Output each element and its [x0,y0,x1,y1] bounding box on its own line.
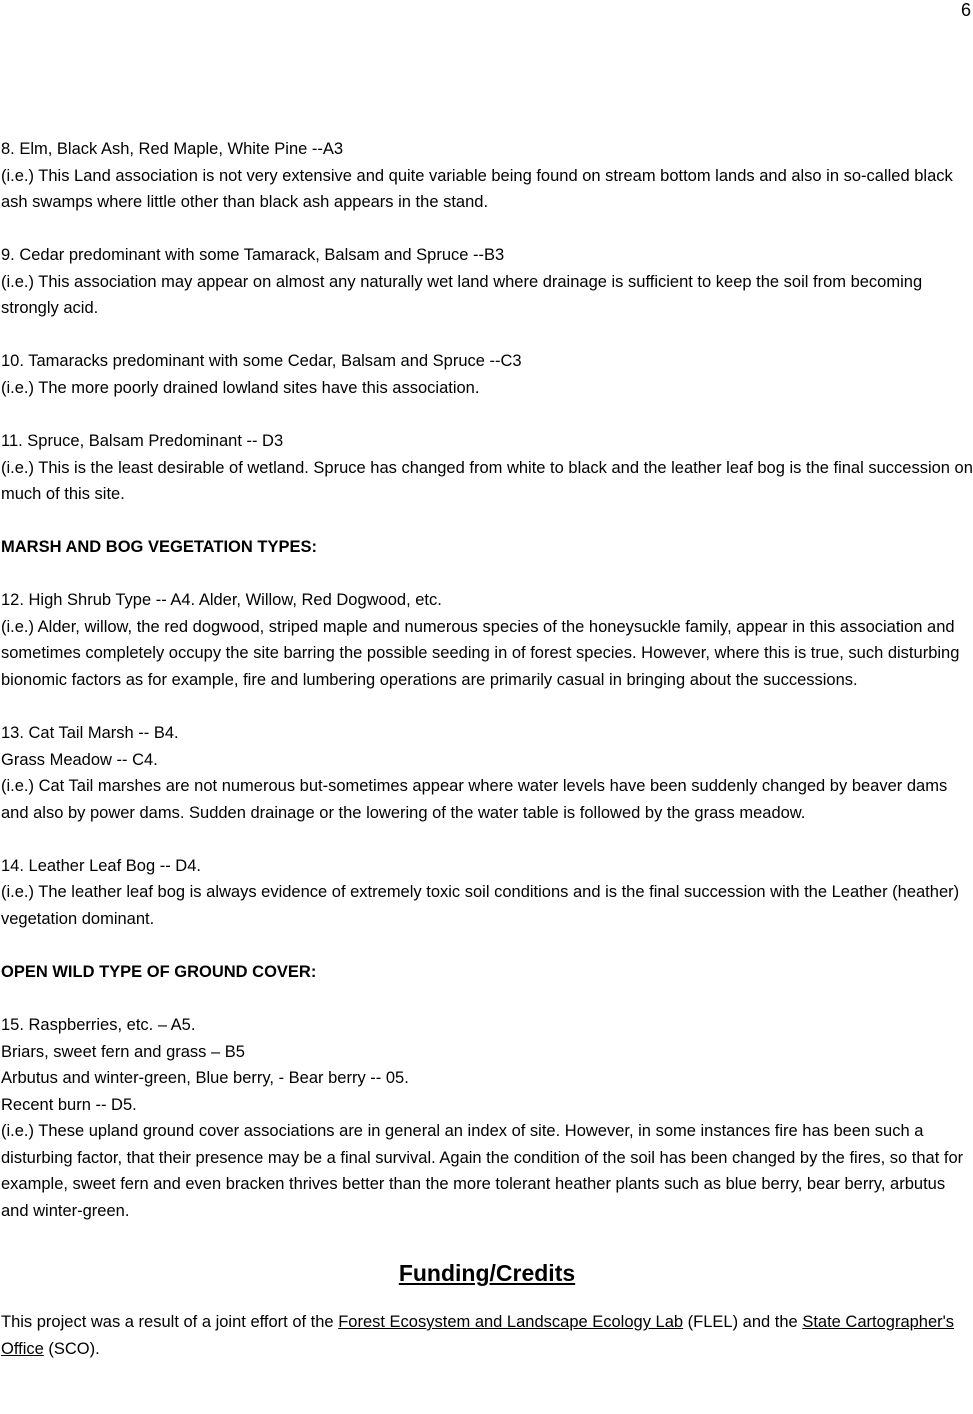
text-line: 9. Cedar predominant with some Tamarack, Balsam and Spruce --B3 [1,246,505,265]
blank-line [1,561,973,588]
text-line: 8. Elm, Black Ash, Red Maple, White Pine --A3 [1,140,344,158]
page-number: 6 [960,0,971,20]
text-line: Recent burn -- D5. [1,1095,137,1114]
text-line: Arbutus and winter-green, Blue berry, - Bear berry -- 05. [1,1069,409,1088]
blank-line [1,322,973,349]
text-line: 12. High Shrub Type -- A4. Alder, Willow, Red Dogwood, etc. [1,591,442,610]
section-heading: OPEN WILD TYPE OF GROUND COVER: [1,962,317,981]
blank-line [1,1224,973,1251]
blank-line [1,826,973,853]
text-line: (i.e.) This association may appear on almost any naturally wet land where drainage is sufficient to keep the soil from becoming strongly acid. [1,272,923,318]
funding-text-after: (SCO). [43,1339,100,1358]
text-line: (i.e.) Cat Tail marshes are not numerous but-sometimes appear where water levels have been suddenly changed by beaver dams and also by power dams. Sudden drainage or the lowering of the water table is followed by the grass meadow. [1,777,948,822]
text-line: (i.e.) The more poorly drained lowland sites have this association. [1,378,480,397]
flel-link[interactable]: Forest Ecosystem and Landscape Ecology Lab [338,1312,684,1331]
text-line: (i.e.) This Land association is not very extensive and quite variable being found on stream bottom lands and also in so-called black ash swamps where little other than black ash appears in the stand. [1,166,953,212]
blank-line [1,986,973,1013]
funding-text-middle: (FLEL) and the [683,1312,803,1331]
text-line: (i.e.) Alder, willow, the red dogwood, striped maple and numerous species of the honeysuckle family, appear in this association and sometimes completely occupy the site barring the possible seeding in of forest species. However, where this is true, such disturbing bionomic factors as for example, fire and lumbering operations are primarily casual in bringing about the successions. [1,617,960,689]
text-line: (i.e.) The leather leaf bog is always evidence of extremely toxic soil conditions and is the final succession with the Leather (heather) vegetation dominant. [1,883,960,928]
text-line: 10. Tamaracks predominant with some Cedar, Balsam and Spruce --C3 [1,352,522,371]
funding-text-before: This project was a result of a joint effort of the [1,1312,339,1331]
text-line: Grass Meadow -- C4. [1,750,158,769]
text-line: 13. Cat Tail Marsh -- B4. [1,724,179,743]
document-body [1,136,973,1362]
funding-credits-title: Funding/Credits [398,1259,576,1286]
text-line: Briars, sweet fern and grass – B5 [1,1042,245,1061]
vegetation-type-list [1,136,973,1251]
blank-line [1,401,973,428]
blank-line [1,693,973,720]
sco-link[interactable]: State Cartographer's Office [1,1312,955,1358]
text-line: 14. Leather Leaf Bog -- D4. [1,856,201,875]
funding-credits-paragraph [1,1309,973,1362]
text-line: 11. Spruce, Balsam Predominant -- D3 [1,432,284,451]
blank-line [1,932,973,959]
text-line: (i.e.) These upland ground cover associations are in general an index of site. However, in some instances fire has been such a disturbing factor, that their presence may be a final survival. Again the condition of the soil has been changed by the fires, so that for example, sweet fern and even bracken thrives better than the more tolerant heather plants such as blue berry, bear berry, arbutus and winter-green. [1,1122,964,1220]
section-heading: MARSH AND BOG VEGETATION TYPES: [1,538,317,557]
blank-line [1,508,973,535]
blank-line [1,216,973,243]
text-line: 15. Raspberries, etc. – A5. [1,1016,196,1035]
text-line: (i.e.) This is the least desirable of wetland. Spruce has changed from white to black and the leather leaf bog is the final succession on much of this site. [1,458,973,504]
